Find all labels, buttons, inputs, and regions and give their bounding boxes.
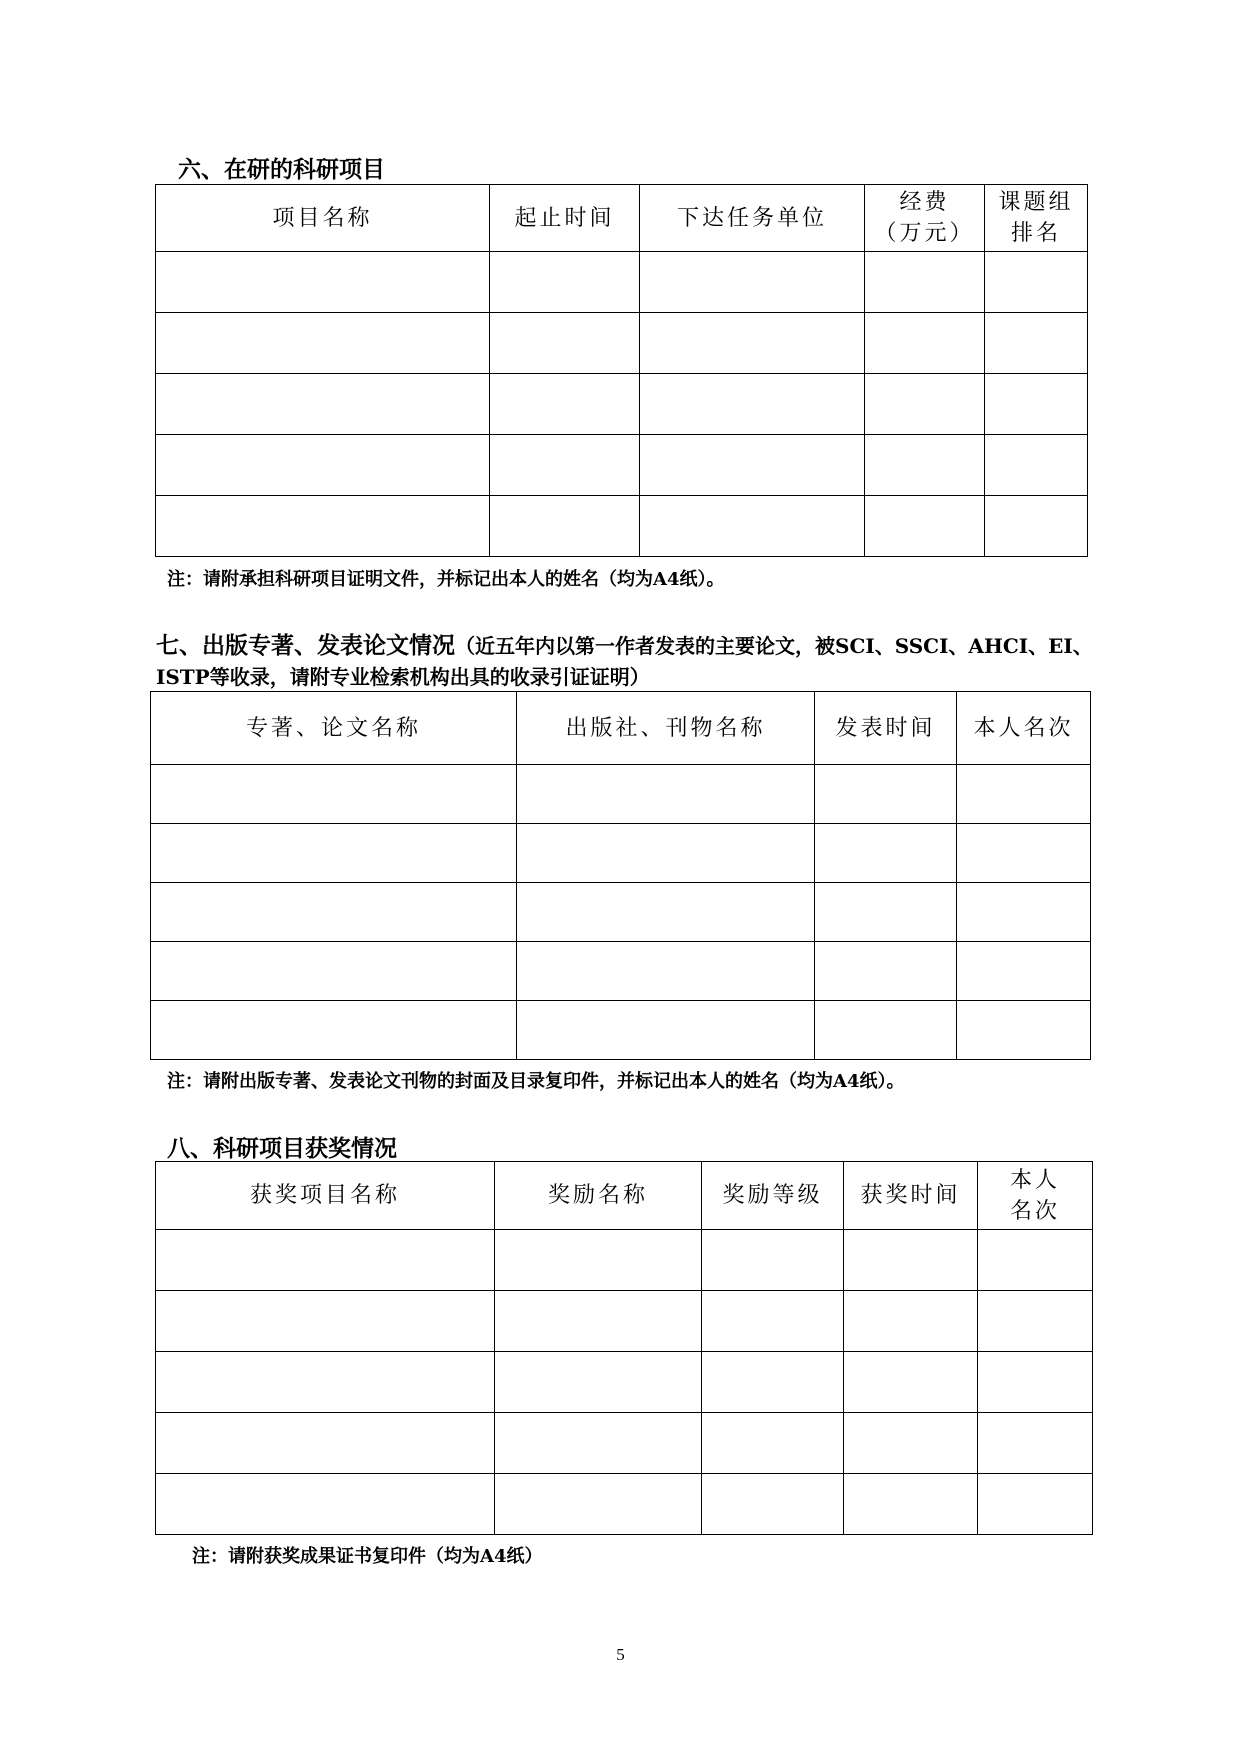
table-cell[interactable] [985, 435, 1088, 496]
column-header-label: 获奖时间 [860, 1183, 961, 1208]
column-header-label: 课题组 [998, 190, 1074, 215]
table-cell[interactable] [640, 496, 865, 557]
table-cell[interactable] [702, 1474, 844, 1535]
table-cell[interactable] [844, 1474, 978, 1535]
table-header-row [156, 1162, 1093, 1230]
column-header-label: 专著、论文名称 [245, 715, 421, 741]
table-cell[interactable] [702, 1230, 844, 1291]
table-cell[interactable] [865, 496, 985, 557]
table-cell[interactable] [865, 435, 985, 496]
table-cell[interactable] [815, 824, 957, 883]
table-cell[interactable] [156, 435, 490, 496]
table-cell[interactable] [151, 883, 517, 942]
table-cell[interactable] [495, 1291, 702, 1352]
column-header-label: 出版社、刊物名称 [565, 715, 766, 741]
table-cell[interactable] [702, 1352, 844, 1413]
table-cell[interactable] [865, 313, 985, 374]
table-row [151, 942, 1091, 1001]
column-header-label: 经费 [899, 190, 950, 215]
table-cell[interactable] [490, 313, 640, 374]
table-row [156, 1413, 1093, 1474]
table-row [156, 496, 1088, 557]
table-cell[interactable] [156, 1474, 495, 1535]
column-header-label: 获奖项目名称 [249, 1183, 400, 1208]
table-cell[interactable] [151, 765, 517, 824]
table-cell[interactable] [865, 252, 985, 313]
column-header-label: 本人 [1009, 1167, 1060, 1193]
section-8-note: 注：请附获奖成果证书复印件（均为A4纸） [192, 1546, 543, 1567]
table-cell[interactable] [495, 1352, 702, 1413]
section-7-heading [156, 630, 1141, 693]
column-header [640, 185, 865, 252]
column-header [156, 185, 490, 252]
column-header-label: 奖励名称 [547, 1183, 648, 1208]
table-cell[interactable] [978, 1413, 1093, 1474]
table-cell[interactable] [156, 1413, 495, 1474]
section-7-note: 注：请附出版专著、发表论文刊物的封面及目录复印件，并标记出本人的姓名（均为A4纸）。 [167, 1071, 905, 1092]
table-cell[interactable] [815, 765, 957, 824]
table-cell[interactable] [957, 765, 1091, 824]
table-cell[interactable] [517, 824, 815, 883]
table-cell[interactable] [490, 435, 640, 496]
table-cell[interactable] [978, 1230, 1093, 1291]
table-cell[interactable] [640, 252, 865, 313]
column-header [957, 692, 1091, 765]
table-cell[interactable] [495, 1413, 702, 1474]
table-row [151, 883, 1091, 942]
table-cell[interactable] [151, 942, 517, 1001]
table-cell[interactable] [156, 496, 490, 557]
table-header-row [156, 185, 1088, 252]
table-cell[interactable] [985, 496, 1088, 557]
table-cell[interactable] [640, 374, 865, 435]
table-cell[interactable] [844, 1291, 978, 1352]
table-row [151, 824, 1091, 883]
column-header-label-line2: 排名 [1010, 221, 1061, 246]
table-cell[interactable] [985, 313, 1088, 374]
table-cell[interactable] [495, 1474, 702, 1535]
awards-table [155, 1161, 1093, 1535]
table-cell[interactable] [156, 252, 490, 313]
table-cell[interactable] [640, 313, 865, 374]
table-row [156, 1352, 1093, 1413]
table-cell[interactable] [517, 765, 815, 824]
table-cell[interactable] [156, 1291, 495, 1352]
table-cell[interactable] [702, 1413, 844, 1474]
table-cell[interactable] [156, 1352, 495, 1413]
table-cell[interactable] [815, 1001, 957, 1060]
section-6-note: 注：请附承担科研项目证明文件，并标记出本人的姓名（均为A4纸）。 [167, 569, 725, 590]
column-header [844, 1162, 978, 1230]
column-header [517, 692, 815, 765]
table-cell[interactable] [490, 252, 640, 313]
column-header-label: 奖励等级 [722, 1183, 823, 1208]
table-cell[interactable] [957, 883, 1091, 942]
table-cell[interactable] [978, 1352, 1093, 1413]
table-cell[interactable] [702, 1291, 844, 1352]
table-cell[interactable] [815, 883, 957, 942]
table-cell[interactable] [978, 1474, 1093, 1535]
table-row [156, 435, 1088, 496]
column-header [702, 1162, 844, 1230]
column-header-label: 下达任务单位 [676, 205, 827, 231]
table-cell[interactable] [844, 1413, 978, 1474]
table-cell[interactable] [495, 1230, 702, 1291]
table-row [156, 252, 1088, 313]
table-cell[interactable] [151, 824, 517, 883]
column-header-label: 起止时间 [514, 205, 615, 231]
table-cell[interactable] [517, 1001, 815, 1060]
column-header-label-line2: 名次 [1009, 1198, 1060, 1224]
table-cell[interactable] [490, 496, 640, 557]
research-projects-table [155, 184, 1088, 557]
table-row [156, 1230, 1093, 1291]
table-cell[interactable] [957, 824, 1091, 883]
table-cell[interactable] [151, 1001, 517, 1060]
column-header [156, 1162, 495, 1230]
table-cell[interactable] [844, 1352, 978, 1413]
table-row [151, 1001, 1091, 1060]
column-header [495, 1162, 702, 1230]
column-header [815, 692, 957, 765]
column-header-label: 项目名称 [272, 205, 373, 231]
table-cell[interactable] [978, 1291, 1093, 1352]
table-header-row [151, 692, 1091, 765]
section-8-title: 八、科研项目获奖情况 [167, 1135, 397, 1162]
table-cell[interactable] [865, 374, 985, 435]
table-cell[interactable] [957, 942, 1091, 1001]
column-header [978, 1162, 1093, 1230]
column-header-label: 本人名次 [973, 715, 1074, 741]
section-6-title: 六、在研的科研项目 [178, 156, 385, 183]
column-header [865, 185, 985, 252]
table-cell[interactable] [985, 252, 1088, 313]
column-header-label-line2: （万元） [874, 221, 975, 246]
column-header [490, 185, 640, 252]
page-number: 5 [616, 1645, 625, 1664]
column-header-label: 发表时间 [835, 715, 936, 741]
column-header [985, 185, 1088, 252]
table-cell[interactable] [517, 883, 815, 942]
table-row [156, 313, 1088, 374]
publications-table [150, 691, 1091, 1060]
table-cell[interactable] [156, 374, 490, 435]
section-7-subtitle: （近五年内以第一作者发表的主要论文，被SCI、SSCI、AHCI、EI、ISTP等收录，请附专业检索机构出具的收录引证证明） [156, 634, 1093, 689]
table-cell[interactable] [156, 1230, 495, 1291]
table-cell[interactable] [517, 942, 815, 1001]
table-cell[interactable] [815, 942, 957, 1001]
table-cell[interactable] [156, 313, 490, 374]
column-header [151, 692, 517, 765]
section-7-title: 七、出版专著、发表论文情况 [156, 632, 455, 659]
table-cell[interactable] [844, 1230, 978, 1291]
table-cell[interactable] [985, 374, 1088, 435]
table-row [151, 765, 1091, 824]
table-row [156, 374, 1088, 435]
table-cell[interactable] [640, 435, 865, 496]
table-cell[interactable] [957, 1001, 1091, 1060]
table-row [156, 1474, 1093, 1535]
table-row [156, 1291, 1093, 1352]
table-cell[interactable] [490, 374, 640, 435]
